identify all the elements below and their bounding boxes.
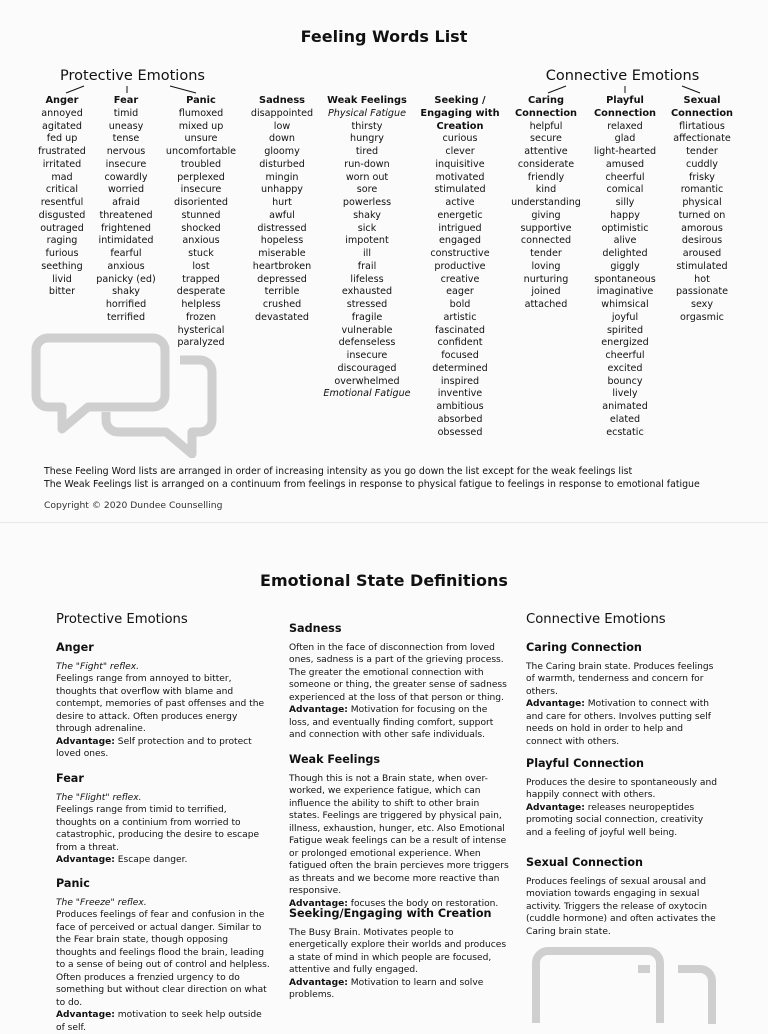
definition-sadness [289, 623, 509, 742]
definition-advantage: Motivation to connect with and care for others. Involves putting self needs on hold in order to help and connect with others. [526, 699, 711, 747]
definitions-title: Emotional State Definitions [260, 571, 508, 590]
word: tender [686, 146, 718, 157]
word: insecure [346, 350, 388, 361]
word: disoriented [174, 197, 228, 208]
word: defenseless [338, 337, 396, 349]
word: stimulated [676, 260, 728, 272]
word: sore [356, 184, 378, 196]
column-header: Connection [514, 107, 578, 119]
word: active [445, 197, 475, 208]
column-footer: Emotional Fatigue [323, 388, 411, 400]
column-header: Creation [436, 120, 484, 132]
word: inventive [437, 388, 483, 400]
column-header: Seeking / [434, 95, 486, 106]
word: energized [601, 337, 649, 349]
word: constructive [430, 248, 490, 259]
word: supportive [520, 222, 572, 234]
word: crushed [262, 299, 302, 310]
column-header: Anger [45, 95, 79, 106]
word-column-sadness [245, 95, 319, 325]
word: fascinated [435, 324, 485, 336]
word: spontaneous [594, 273, 656, 285]
definition-advantage: Motivation for focusing on the loss, and eventually finding comfort, support and connection with other safe individuals. [289, 705, 494, 740]
word: impotent [345, 235, 389, 247]
word: clever [445, 146, 475, 157]
word: alive [613, 235, 637, 247]
word: annoyed [41, 107, 83, 119]
definition-title: Sadness [289, 622, 342, 635]
connective-emotions-label: Connective Emotions [545, 68, 700, 84]
word: happy [610, 209, 640, 221]
word-column-caring [508, 95, 584, 312]
word: kind [535, 184, 557, 196]
word: seething [41, 260, 83, 272]
word: insecure [180, 184, 222, 196]
word: agitated [41, 120, 83, 132]
column-header: Engaging with [420, 107, 500, 119]
word: troubled [180, 158, 222, 170]
word: whimsical [601, 299, 649, 310]
advantage-label: Advantage: [289, 898, 348, 909]
word: motivated [435, 171, 485, 183]
word: perplexed [177, 171, 225, 183]
definition-advantage: Motivation to learn and solve problems. [289, 977, 484, 1000]
definition-body: Often in the face of disconnection from loved ones, sadness is a part of the grieving process. The greater the emotional connection with someone or thing, the greater sense of sadness experienced at the loss of that person or thing. [289, 642, 507, 703]
word: disappointed [250, 107, 314, 119]
word: joyful [611, 311, 639, 323]
word: intimidated [98, 235, 154, 247]
definition-playful [526, 758, 722, 839]
word: panicky (ed) [96, 273, 156, 285]
protective-emotions-label: Protective Emotions [60, 68, 205, 84]
definition-body: Though this is not a Brain state, when over-worked, we experience fatigue, which can influence the ability to shift to other brain states. Feelings are triggered by physical pain, illness, exhaustion, hunger, etc. Also Emotional Fatigue weak feelings can be a result of intense or prolonged emotional experience. When fatigued often the brain percieves more triggers as threats and we become more reactive than responsive. [289, 773, 509, 896]
word: hungry [350, 133, 384, 145]
word: shaky [112, 286, 140, 298]
advantage-label: Advantage: [56, 736, 115, 747]
column-header: Caring [528, 95, 564, 106]
protective-emotions-heading: Protective Emotions [56, 612, 188, 627]
definition-title: Weak Feelings [289, 753, 381, 766]
word-column-weak-feelings [322, 95, 412, 401]
advantage-label: Advantage: [56, 855, 115, 865]
advantage-label: Advantage: [289, 705, 348, 715]
word: fragile [351, 311, 383, 323]
note-intensity: These Feeling Word lists are arranged in order of increasing intensity as you go down the list except for the weak feelings list [44, 466, 633, 477]
word: frozen [186, 311, 216, 323]
word: worn out [345, 171, 389, 183]
word: afraid [112, 197, 140, 208]
word: bold [449, 299, 471, 310]
definition-reflex: The "Flight" reflex. [56, 792, 142, 803]
word: anxious [182, 235, 220, 247]
word: animated [602, 401, 648, 412]
word: disgusted [38, 209, 86, 221]
column-header: Panic [186, 95, 216, 106]
word: comical [606, 184, 644, 196]
definition-title: Seeking/Engaging with Creation [289, 907, 492, 920]
definition-title: Fear [56, 772, 84, 785]
word: trapped [182, 273, 220, 285]
word: tired [355, 146, 379, 157]
word-column-sexual [666, 95, 738, 325]
advantage-label: Advantage: [526, 802, 585, 813]
word: devastated [255, 311, 309, 323]
word: cuddly [686, 158, 718, 170]
word: outraged [40, 222, 84, 234]
word: inspired [440, 375, 480, 387]
word: thirsty [351, 120, 383, 132]
word: hot [694, 273, 710, 285]
column-header: Playful [606, 95, 644, 106]
word: raging [46, 235, 78, 247]
word: artistic [443, 311, 477, 323]
word: stunned [181, 209, 221, 221]
word: awful [269, 209, 295, 221]
definition-title: Panic [56, 877, 90, 890]
word: helpless [181, 299, 221, 310]
word-column-fear [94, 95, 158, 325]
word: frustrated [38, 146, 86, 157]
word: romantic [680, 184, 724, 196]
word: heartbroken [252, 260, 312, 272]
word: elated [609, 413, 641, 425]
word: paralyzed [177, 337, 225, 349]
word: friendly [527, 171, 565, 183]
word: anxious [107, 260, 145, 272]
word: silly [615, 197, 635, 208]
word: unsure [184, 133, 218, 145]
column-header: Connection [593, 107, 657, 119]
word: worried [107, 184, 145, 196]
word: mad [51, 171, 73, 183]
word: desirous [681, 235, 723, 247]
word: connected [520, 235, 572, 247]
word: run-down [344, 158, 390, 170]
word: furious [45, 248, 79, 259]
word: flumoxed [178, 107, 224, 119]
word: optimistic [601, 222, 649, 234]
word: considerate [517, 158, 575, 170]
word: light-hearted [593, 146, 657, 157]
word: uncomfortable [165, 146, 237, 157]
word: helpful [529, 120, 563, 132]
column-header: Connection [670, 107, 734, 119]
definition-advantage: motivation to seek help outside of self. [56, 1010, 262, 1033]
word: cheerful [605, 350, 645, 361]
word: secure [530, 133, 562, 145]
word: attached [524, 299, 568, 310]
word: bitter [48, 286, 76, 298]
word: vulnerable [341, 324, 393, 336]
word: passionate [675, 286, 729, 298]
word: turned on [678, 209, 726, 221]
word: miserable [258, 248, 306, 259]
word: glad [614, 133, 636, 145]
word: confident [437, 337, 483, 349]
word: lifeless [350, 273, 384, 285]
column-header: Fear [113, 95, 139, 106]
definition-advantage: releases neuropeptides promoting social connection, creativity and a feeling of joyful well being. [526, 802, 704, 838]
word: frightened [101, 222, 151, 234]
copyright: Copyright © 2020 Dundee Counselling [44, 500, 223, 511]
word: terrible [264, 286, 300, 298]
word: terrified [106, 311, 146, 323]
definition-anger [56, 642, 270, 761]
word: excited [607, 362, 643, 374]
definition-caring [526, 642, 722, 748]
connective-emotions-heading: Connective Emotions [526, 612, 666, 627]
word: flirtatious [679, 120, 725, 132]
word: relaxed [607, 120, 643, 132]
speech-bubbles-icon [528, 935, 728, 1024]
word: loving [531, 260, 561, 272]
word: productive [434, 260, 486, 272]
definition-weak-feelings [289, 754, 511, 910]
word: fearful [110, 248, 142, 259]
word: stimulated [434, 184, 486, 196]
definition-panic [56, 878, 270, 1034]
word: resentful [40, 197, 84, 208]
word: orgasmic [680, 311, 724, 323]
definition-body: Feelings range from timid to terrified, thoughts on a continium from worried to catastrophic, producing the desire to escape from a threat. [56, 805, 260, 853]
word: fed up [46, 133, 78, 145]
word: ill [363, 248, 371, 259]
word: giving [531, 209, 561, 221]
word: delighted [602, 248, 648, 259]
definition-advantage: Self protection and to protect loved ones. [56, 736, 252, 759]
word: low [273, 120, 291, 132]
word: horrified [105, 299, 147, 310]
definition-reflex: The "Freeze" reflex. [56, 897, 147, 908]
advantage-label: Advantage: [289, 977, 348, 988]
definition-reflex: The "Fight" reflex. [56, 661, 139, 672]
word: obsessed [437, 426, 483, 438]
word: amorous [681, 222, 723, 234]
definition-title: Playful Connection [526, 757, 644, 770]
word: overwhelmed [334, 375, 400, 387]
column-header: Weak Feelings [327, 95, 407, 106]
word: joined [531, 286, 561, 298]
word: ecstatic [606, 426, 644, 438]
word-column-panic [162, 95, 240, 350]
word: distressed [257, 222, 307, 234]
word: powerless [342, 197, 392, 208]
definition-title: Anger [56, 641, 94, 654]
definition-body: Produces the desire to spontaneously and happily connect with others. [526, 777, 717, 800]
word: insecure [105, 158, 147, 170]
definition-body: Feelings range from annoyed to bitter, thoughts that overflow with blame and contempt, memories of past offenses and the desire to attack. Often produces energy through adrenaline. [56, 674, 265, 734]
word: shocked [181, 222, 221, 234]
page-divider [0, 522, 768, 523]
word: disturbed [259, 158, 305, 170]
word: cowardly [104, 171, 148, 183]
word: inquisitive [435, 158, 485, 170]
word: irritated [42, 158, 82, 170]
word: stressed [346, 299, 388, 310]
word: discouraged [337, 362, 397, 374]
word: eager [446, 286, 474, 298]
definition-seeking [289, 908, 511, 1002]
definition-body: The Caring brain state. Produces feelings of warmth, tenderness and concern for others. [526, 661, 714, 697]
word: creative [440, 273, 480, 285]
column-header: Sadness [259, 95, 305, 106]
word: intrigued [438, 222, 482, 234]
group-connector-lines [0, 0, 768, 100]
word-column-anger [31, 95, 93, 299]
word: curious [442, 133, 478, 145]
word: nurturing [523, 273, 569, 285]
word: tense [112, 133, 140, 145]
word: sexy [690, 299, 714, 310]
word: understanding [511, 197, 581, 208]
word: lively [612, 388, 638, 400]
word: lost [192, 260, 210, 272]
word: bouncy [607, 375, 643, 387]
word: livid [52, 273, 72, 285]
word: tender [530, 248, 562, 259]
word: desperate [176, 286, 226, 298]
advantage-label: Advantage: [56, 1010, 115, 1020]
word: critical [45, 184, 79, 196]
definition-body: The Busy Brain. Motivates people to energetically explore their worlds and produces a state of mind in which people are focused, attentive and fully engaged. [289, 927, 507, 975]
word: giggly [610, 260, 640, 272]
definition-title: Caring Connection [526, 641, 642, 654]
definition-fear [56, 773, 270, 867]
word: affectionate [673, 133, 731, 145]
definition-advantage: Escape danger. [117, 855, 188, 865]
word: mixed up [178, 120, 224, 132]
word: exhausted [341, 286, 393, 298]
word: nervous [106, 146, 146, 157]
word: attentive [524, 146, 568, 157]
word: energetic [437, 209, 483, 221]
word: determined [432, 362, 488, 374]
word: frisky [689, 171, 715, 183]
word: aroused [682, 248, 722, 259]
definition-body: Produces feelings of fear and confusion in the face of perceived or actual danger. Similar to the Fear brain state, though opposing thoughts and feelings flood the brain, leading to a sense of being out of control and helpless. Often produces a frenzied urgency to do something but without clear direction on what to do. [56, 910, 270, 1008]
definition-title: Sexual Connection [526, 856, 643, 869]
word: unhappy [261, 184, 303, 196]
definition-body: Produces feelings of sexual arousal and moviation towards engaging in sexual activity. Triggers the release of oxytocin (cuddle hormone) and often activates the Caring brain state. [526, 876, 716, 937]
word: timid [113, 107, 139, 119]
word: spirited [606, 324, 644, 336]
column-subheader: Physical Fatigue [328, 107, 406, 119]
word: uneasy [108, 120, 144, 132]
advantage-label: Advantage: [526, 699, 585, 709]
word: shaky [353, 209, 381, 221]
note-weak-feelings: The Weak Feelings list is arranged on a continuum from feelings in response to physical fatigue to feelings in response to emotional fatigue [44, 479, 700, 490]
definition-advantage: focuses the body on restoration. [350, 898, 499, 909]
word: focused [441, 350, 479, 361]
word: hysterical [177, 324, 225, 336]
page-title: Feeling Words List [300, 27, 468, 46]
word: ambitious [436, 401, 484, 412]
word: cheerful [605, 171, 645, 183]
word-column-seeking [418, 95, 502, 439]
word: imaginative [596, 286, 654, 298]
word: stuck [188, 248, 214, 259]
word: mingin [265, 171, 299, 183]
definition-sexual [526, 857, 722, 938]
word: down [269, 133, 295, 145]
word: physical [682, 197, 722, 208]
word: hurt [272, 197, 292, 208]
word: sick [357, 222, 377, 234]
word: amused [605, 158, 645, 170]
word-column-playful [588, 95, 662, 439]
word: hopeless [260, 235, 304, 247]
word: absorbed [437, 413, 483, 425]
word: gloomy [264, 146, 300, 157]
word: frail [357, 260, 377, 272]
word: threatened [99, 209, 153, 221]
word: engaged [438, 235, 482, 247]
column-header: Sexual [683, 95, 721, 106]
word: depressed [257, 273, 307, 285]
